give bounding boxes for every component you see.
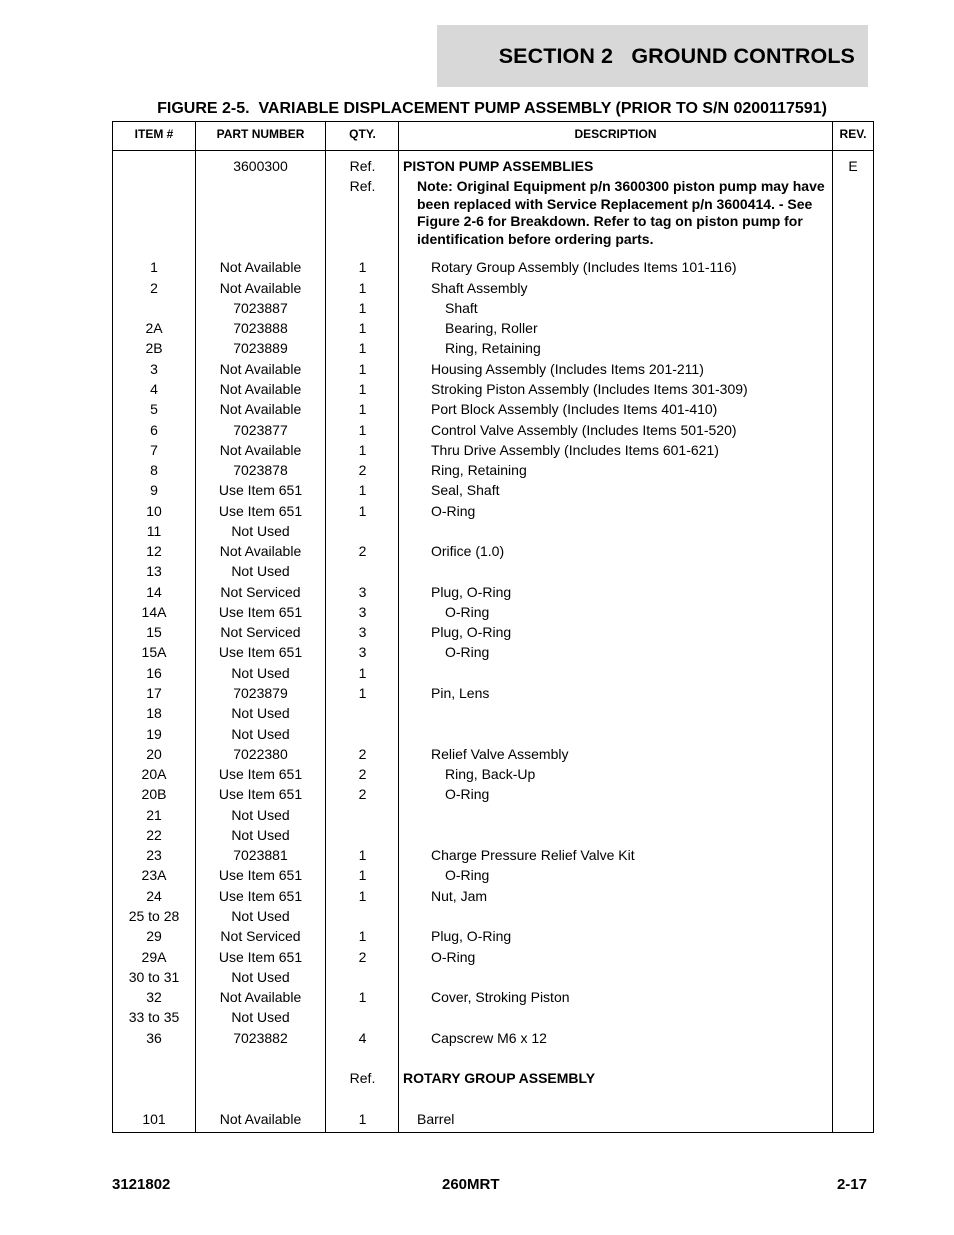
description: Ring, Retaining [431, 462, 527, 479]
item-number: 23 [146, 847, 162, 864]
item-number: 5 [150, 401, 158, 418]
column-header-part-number: PART NUMBER [216, 127, 305, 141]
description: Orifice (1.0) [431, 543, 505, 560]
item-number: 13 [146, 563, 162, 580]
description: O-Ring [431, 502, 476, 519]
quantity: 3 [358, 603, 367, 620]
part-number: Use Item 651 [218, 603, 303, 620]
item-number: 20 [146, 745, 162, 762]
table-row [113, 320, 873, 340]
table-row [113, 624, 873, 644]
quantity: 1 [358, 867, 367, 884]
table-row [113, 705, 873, 725]
table-row [113, 482, 873, 502]
table-row [113, 604, 873, 624]
table-row [113, 726, 873, 746]
part-number: 7023887 [233, 299, 288, 316]
item-number: 25 to 28 [128, 907, 180, 924]
description: Plug, O-Ring [431, 928, 512, 945]
quantity: 1 [358, 847, 367, 864]
table-row [113, 867, 873, 887]
note-text: Note: Original Equipment p/n 3600300 piston pump may have been replaced with Service Replacement p/n 3600414. - See Figure 2-6 for Breakdown. Refer to tag on piston pump for identification before ordering parts. [417, 178, 825, 247]
item-number: 16 [146, 664, 162, 681]
table-row [113, 361, 873, 381]
quantity: 1 [358, 320, 367, 337]
item-number: 4 [150, 380, 158, 397]
item-number: 1 [150, 259, 158, 276]
table-row [113, 1111, 873, 1131]
item-number: 15 [146, 624, 162, 641]
part-number: 7023888 [233, 320, 288, 337]
description: O-Ring [445, 867, 490, 884]
quantity: Ref. [349, 1070, 376, 1087]
part-number: Not Serviced [220, 624, 301, 641]
table-row [113, 381, 873, 401]
table-row [113, 563, 873, 583]
part-number: Use Item 651 [218, 887, 303, 904]
table-row [113, 584, 873, 604]
part-number: Not Used [231, 705, 290, 722]
quantity: 2 [358, 543, 367, 560]
quantity: Ref. [349, 158, 376, 174]
description: O-Ring [445, 603, 490, 620]
table-row [113, 543, 873, 563]
quantity: 3 [358, 624, 367, 641]
quantity: 1 [358, 685, 367, 702]
part-number: Not Available [219, 441, 302, 458]
quantity: Ref. [349, 178, 376, 195]
part-number: Not Serviced [220, 583, 301, 600]
description: O-Ring [431, 948, 476, 965]
description: Rotary Group Assembly (Includes Items 101-116) [431, 259, 737, 276]
description: Ring, Back-Up [445, 766, 536, 783]
quantity: 1 [358, 360, 367, 377]
item-number: 29 [146, 928, 162, 945]
description: Relief Valve Assembly [431, 745, 569, 762]
item-number: 2 [150, 279, 158, 296]
quantity: 2 [358, 786, 367, 803]
part-number: 7023889 [233, 340, 288, 357]
table-row [113, 766, 873, 786]
item-number: 12 [146, 543, 162, 560]
item-number: 7 [150, 441, 158, 458]
item-number: 19 [146, 725, 162, 742]
part-number: Not Available [219, 259, 302, 276]
item-number: 2B [145, 340, 163, 357]
part-number: Not Available [219, 1110, 302, 1127]
table-row [113, 989, 873, 1009]
item-number: 21 [146, 806, 162, 823]
part-number: Use Item 651 [218, 482, 303, 499]
quantity: 2 [358, 948, 367, 965]
item-number: 17 [146, 685, 162, 702]
description: Port Block Assembly (Includes Items 401-410) [431, 401, 718, 418]
part-number: Not Used [231, 664, 290, 681]
item-number: 20B [141, 786, 167, 803]
part-number: Not Serviced [220, 928, 301, 945]
quantity: 1 [358, 989, 367, 1006]
part-number: 7022380 [233, 745, 288, 762]
quantity: 1 [358, 441, 367, 458]
quantity: 1 [358, 401, 367, 418]
footer-document-number: 3121802 [112, 1176, 171, 1193]
column-header-rev: REV. [839, 127, 867, 141]
quantity: 1 [358, 887, 367, 904]
description: PISTON PUMP ASSEMBLIES [403, 158, 594, 174]
item-number: 9 [150, 482, 158, 499]
item-number: 24 [146, 887, 162, 904]
table-row [113, 503, 873, 523]
part-number: Not Available [219, 279, 302, 296]
part-number: Not Used [231, 725, 290, 742]
part-number: Use Item 651 [218, 644, 303, 661]
table-row [113, 1030, 873, 1050]
item-number: 10 [146, 502, 162, 519]
section-header-text: SECTION 2 GROUND CONTROLS [498, 43, 855, 68]
part-number: Not Available [219, 360, 302, 377]
item-number: 11 [146, 522, 162, 539]
quantity: 2 [358, 766, 367, 783]
item-number: 36 [146, 1029, 162, 1046]
table-row [113, 888, 873, 908]
column-header-qty: QTY. [349, 127, 376, 141]
item-number: 23A [141, 867, 167, 884]
description: Shaft [445, 299, 478, 316]
description: Ring, Retaining [445, 340, 541, 357]
description: Housing Assembly (Includes Items 201-211) [431, 360, 704, 377]
part-number: Not Used [231, 806, 290, 823]
table-row [113, 928, 873, 948]
part-number: 7023878 [233, 462, 288, 479]
item-number: 101 [142, 1110, 166, 1127]
table-row [113, 300, 873, 320]
quantity: 1 [358, 1110, 367, 1127]
item-number: 8 [150, 462, 158, 479]
description: Capscrew M6 x 12 [431, 1029, 547, 1046]
item-number: 14 [146, 583, 162, 600]
description: Bearing, Roller [445, 320, 538, 337]
quantity: 1 [358, 340, 367, 357]
item-number: 15A [141, 644, 167, 661]
table-row [113, 665, 873, 685]
section-header [437, 25, 868, 87]
header-divider [113, 150, 873, 151]
figure-title: FIGURE 2-5. VARIABLE DISPLACEMENT PUMP ASSEMBLY (PRIOR TO S/N 0200117591) [157, 100, 827, 117]
table-row [113, 280, 873, 300]
item-number: 14A [141, 603, 167, 620]
part-number: Not Available [219, 989, 302, 1006]
item-number: 32 [146, 989, 162, 1006]
parts-table [112, 121, 874, 1133]
quantity: 3 [358, 583, 367, 600]
quantity: 1 [358, 380, 367, 397]
item-number: 20A [141, 766, 167, 783]
column-header-item: ITEM # [134, 127, 174, 141]
quantity: 1 [358, 502, 367, 519]
part-number: 3600300 [233, 158, 288, 174]
quantity: 1 [358, 664, 367, 681]
part-number: 7023881 [233, 847, 288, 864]
footer-page-number: 2-17 [836, 1176, 867, 1193]
quantity: 1 [358, 299, 367, 316]
table-row [113, 1050, 873, 1070]
item-number: 6 [150, 421, 158, 438]
part-number: Not Used [231, 826, 290, 843]
part-number: Not Used [231, 907, 290, 924]
part-number: 7023882 [233, 1029, 288, 1046]
quantity: 3 [358, 644, 367, 661]
table-row [113, 442, 873, 462]
part-number: Not Used [231, 1009, 290, 1026]
table-row [113, 644, 873, 664]
item-number: 22 [146, 826, 162, 843]
item-number: 18 [146, 705, 162, 722]
quantity: 4 [358, 1029, 367, 1046]
description: O-Ring [445, 644, 490, 661]
table-row [113, 807, 873, 827]
footer-model: 260MRT [442, 1176, 500, 1193]
part-number: 7023879 [233, 685, 288, 702]
table-row [113, 259, 873, 279]
description: Plug, O-Ring [431, 624, 512, 641]
description: Thru Drive Assembly (Includes Items 601-621) [431, 441, 719, 458]
table-row [113, 158, 873, 178]
item-number: 30 to 31 [128, 968, 180, 985]
revision: E [848, 158, 858, 174]
quantity: 1 [358, 928, 367, 945]
item-number: 3 [150, 360, 158, 377]
description: Control Valve Assembly (Includes Items 501-520) [431, 421, 737, 438]
part-number: Use Item 651 [218, 502, 303, 519]
quantity: 1 [358, 279, 367, 296]
part-number: Not Used [231, 522, 290, 539]
table-row [113, 523, 873, 543]
item-number: 2A [145, 320, 163, 337]
part-number: Not Used [231, 968, 290, 985]
table-row [113, 178, 873, 259]
part-number: Not Available [219, 543, 302, 560]
table-row [113, 462, 873, 482]
table-row [113, 1070, 873, 1090]
quantity: 2 [358, 745, 367, 762]
description: ROTARY GROUP ASSEMBLY [403, 1070, 596, 1087]
description: Plug, O-Ring [431, 583, 512, 600]
part-number: 7023877 [233, 421, 288, 438]
table-row [113, 401, 873, 421]
description: Pin, Lens [431, 685, 490, 702]
quantity: 1 [358, 259, 367, 276]
description: O-Ring [445, 786, 490, 803]
item-number: 33 to 35 [128, 1009, 180, 1026]
table-row [113, 746, 873, 766]
item-number: 29A [141, 948, 167, 965]
description: Seal, Shaft [431, 482, 500, 499]
part-number: Use Item 651 [218, 948, 303, 965]
description: Barrel [417, 1110, 455, 1127]
table-row [113, 786, 873, 806]
part-number: Not Used [231, 563, 290, 580]
description: Shaft Assembly [431, 279, 528, 296]
table-row [113, 827, 873, 847]
description: Nut, Jam [431, 887, 488, 904]
quantity: 1 [358, 482, 367, 499]
table-row [113, 847, 873, 867]
part-number: Not Available [219, 380, 302, 397]
table-row [113, 422, 873, 442]
part-number: Use Item 651 [218, 766, 303, 783]
description: Stroking Piston Assembly (Includes Items 301-309) [431, 380, 748, 397]
table-row [113, 908, 873, 928]
quantity: 2 [358, 462, 367, 479]
column-header-description: DESCRIPTION [574, 127, 657, 141]
part-number: Not Available [219, 401, 302, 418]
table-row [113, 1009, 873, 1029]
table-row [113, 949, 873, 969]
table-row [113, 340, 873, 360]
quantity: 1 [358, 421, 367, 438]
description: Charge Pressure Relief Valve Kit [431, 847, 635, 864]
part-number: Use Item 651 [218, 867, 303, 884]
description: Cover, Stroking Piston [431, 989, 570, 1006]
table-row [113, 1090, 873, 1110]
table-row [113, 969, 873, 989]
table-row [113, 685, 873, 705]
part-number: Use Item 651 [218, 786, 303, 803]
